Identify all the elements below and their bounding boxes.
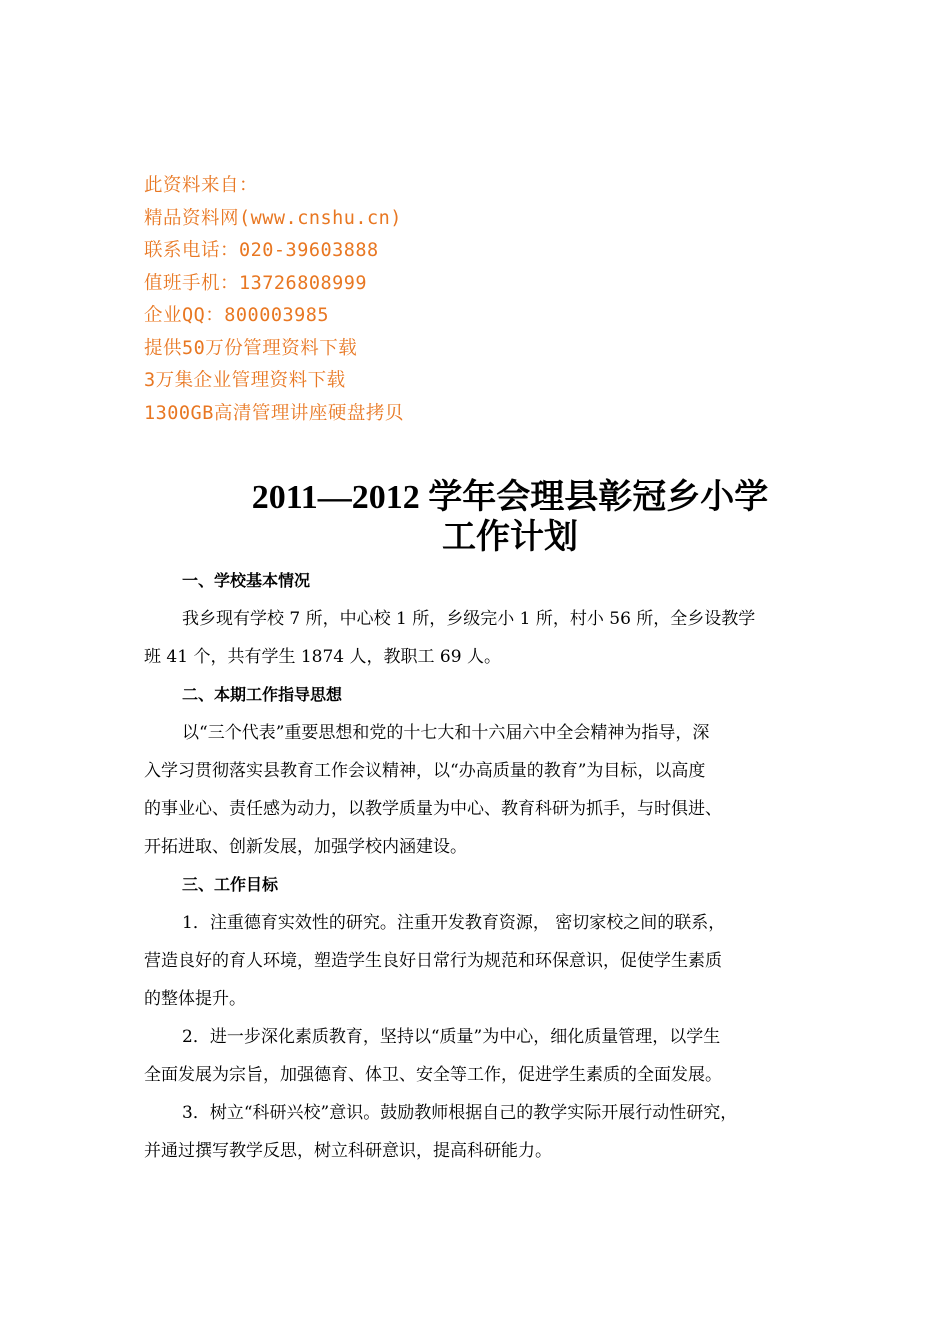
paragraph-line: 我乡现有学校 7 所，中心校 1 所，乡级完小 1 所，村小 56 所，全乡设教学 xyxy=(182,609,756,629)
promo-line-1: 提供50万份管理资料下载 xyxy=(144,337,358,359)
document-body xyxy=(144,562,814,1170)
section-3-item-2 xyxy=(144,1018,814,1094)
paragraph-line: 的事业心、责任感为动力，以教学质量为中心、教育科研为抓手，与时俱进、 xyxy=(144,799,722,819)
section-2-paragraph xyxy=(144,714,814,866)
paragraph-line: 入学习贯彻落实县教育工作会议精神，以“办高质量的教育”为目标，以高度 xyxy=(144,761,706,781)
paragraph-line: 全面发展为宗旨，加强德育、体卫、安全等工作，促进学生素质的全面发展。 xyxy=(144,1065,722,1085)
paragraph-line: 并通过撰写教学反思，树立科研意识，提高科研能力。 xyxy=(144,1141,552,1161)
company-qq: 企业QQ：800003985 xyxy=(144,305,330,326)
promo-line-2: 3万集企业管理资料下载 xyxy=(144,370,346,391)
promo-line-3: 1300GB高清管理讲座硬盘拷贝 xyxy=(144,402,404,424)
document-title-line-1: 2011—2012 学年会理县彰冠乡小学 xyxy=(251,479,769,516)
section-3-item-3 xyxy=(144,1094,814,1170)
paragraph-line: 开拓进取、创新发展，加强学校内涵建设。 xyxy=(144,837,467,857)
section-1-heading: 一、学校基本情况 xyxy=(182,571,311,590)
paragraph-line: 1．注重德育实效性的研究。注重开发教育资源， 密切家校之间的联系， xyxy=(182,913,726,933)
section-2-heading: 二、本期工作指导思想 xyxy=(182,685,343,704)
paragraph-line: 2．进一步深化素质教育，坚持以“质量”为中心，细化质量管理，以学生 xyxy=(182,1027,721,1047)
contact-phone: 联系电话：020-39603888 xyxy=(144,240,379,261)
section-1-paragraph xyxy=(144,600,814,676)
mobile-phone: 值班手机：13726808999 xyxy=(144,272,368,294)
paragraph-line: 营造良好的育人环境，塑造学生良好日常行为规范和环保意识，促使学生素质 xyxy=(144,951,722,971)
source-label: 此资料来自： xyxy=(144,175,259,196)
paragraph-line: 的整体提升。 xyxy=(144,989,246,1009)
paragraph-line: 以“三个代表”重要思想和党的十七大和十六届六中全会精神为指导，深 xyxy=(182,723,710,743)
paragraph-line: 班 41 个，共有学生 1874 人，教职工 69 人。 xyxy=(144,647,501,667)
source-website: 精品资料网(www.cnshu.cn) xyxy=(144,207,402,229)
section-3-heading: 三、工作目标 xyxy=(182,875,279,894)
source-info-block xyxy=(144,170,664,430)
section-3-item-1 xyxy=(144,904,814,1018)
document-title-line-2: 工作计划 xyxy=(442,519,578,556)
paragraph-line: 3．树立“科研兴校”意识。鼓励教师根据自己的教学实际开展行动性研究， xyxy=(182,1103,738,1123)
